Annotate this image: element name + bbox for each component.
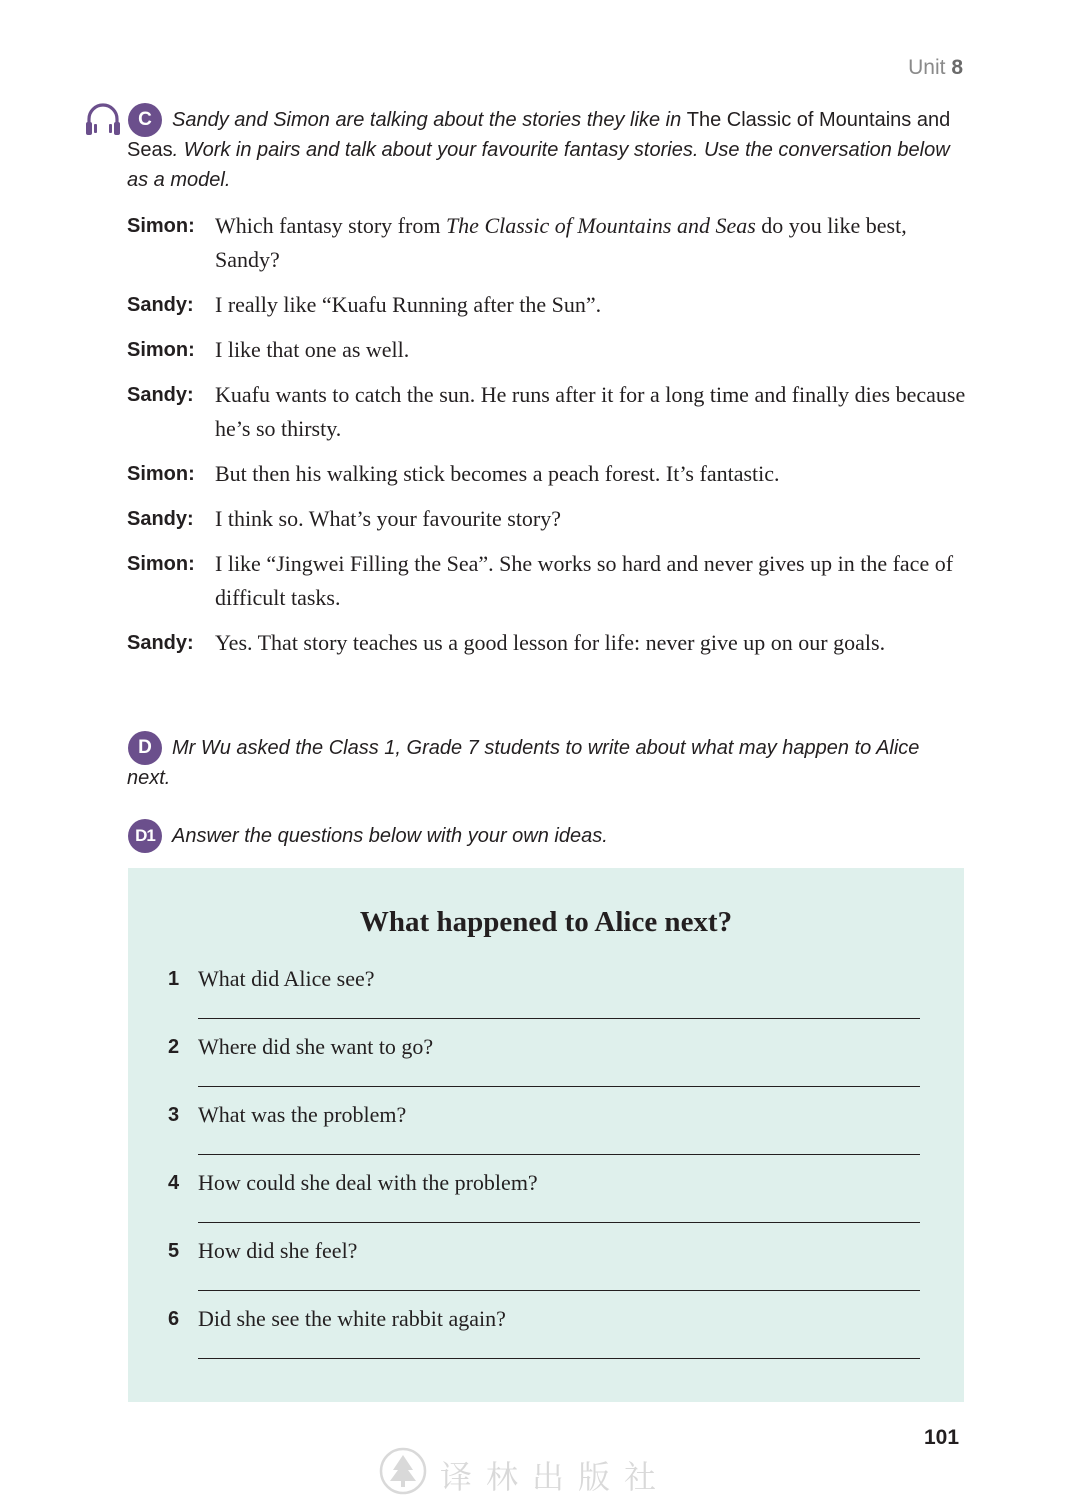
answer-line[interactable] — [198, 1018, 920, 1019]
instr-d-text: Mr Wu asked the Class 1, Grade 7 students to write about what may happen to Alice next. — [127, 737, 920, 789]
section-d-badge: D — [128, 731, 162, 765]
section-c-instruction — [127, 105, 967, 195]
speaker-name: Sandy: — [127, 294, 194, 316]
dialogue-line — [127, 288, 967, 322]
speech-book-title: The Classic of Mountains and Seas — [445, 213, 756, 238]
dialogue-line — [127, 502, 967, 536]
instr-c-part1: Sandy and Simon are talking about the stories they like in — [172, 109, 687, 131]
answer-line[interactable] — [198, 1154, 920, 1155]
speech-text: I like that one as well. — [215, 337, 410, 362]
speech-part: do you like best, Sandy? — [215, 213, 907, 272]
section-d-instruction — [127, 733, 967, 793]
dialogue-line — [127, 547, 967, 615]
speech-text: Kuafu wants to catch the sun. He runs after it for a long time and finally dies because he’s so thirsty. — [215, 382, 966, 441]
question-text: What did Alice see? — [198, 966, 375, 991]
question-number: 2 — [168, 1036, 180, 1058]
unit-header — [908, 56, 963, 80]
section-c-badge: C — [128, 103, 162, 137]
question-text: Where did she want to go? — [198, 1034, 434, 1059]
speech-text: I think so. What’s your favourite story? — [215, 506, 562, 531]
speaker-name: Sandy: — [127, 632, 194, 654]
instr-d1-text: Answer the questions below with your own ideas. — [172, 825, 608, 847]
dialogue-line — [127, 209, 967, 277]
answer-line[interactable] — [198, 1358, 920, 1359]
speaker-name: Simon: — [127, 553, 195, 575]
speaker-name: Simon: — [127, 463, 195, 485]
question-number: 1 — [168, 968, 180, 990]
question-text: Did she see the white rabbit again? — [198, 1306, 506, 1331]
speech-text: I really like “Kuafu Running after the Sun”. — [215, 292, 602, 317]
question-box — [128, 868, 964, 1402]
dialogue-line — [127, 378, 967, 446]
speech-text: But then his walking stick becomes a peach forest. It’s fantastic. — [215, 461, 780, 486]
answer-line[interactable] — [198, 1290, 920, 1291]
section-d1-instruction — [127, 821, 967, 851]
publisher-logo-icon — [378, 1446, 428, 1496]
instr-c-part2: . Work in pairs and talk about your favourite fantasy stories. Use the conversation below as a model. — [127, 139, 950, 191]
question-number: 3 — [168, 1104, 180, 1126]
dialogue-line — [127, 626, 967, 660]
answer-line[interactable] — [198, 1086, 920, 1087]
speaker-name: Simon: — [127, 339, 195, 361]
instr-c-book-title: The Classic of Mountains and Seas — [127, 109, 951, 161]
question-text: How could she deal with the problem? — [198, 1170, 538, 1195]
answer-line[interactable] — [198, 1222, 920, 1223]
question-number: 5 — [168, 1240, 180, 1262]
headphones-icon — [84, 102, 122, 138]
dialogue-line — [127, 457, 967, 491]
publisher-watermark — [378, 1446, 708, 1496]
question-text: How did she feel? — [198, 1238, 358, 1263]
unit-number: 8 — [951, 56, 963, 79]
speaker-name: Sandy: — [127, 508, 194, 530]
question-box-title: What happened to Alice next? — [359, 906, 733, 938]
dialogue — [127, 209, 967, 671]
question-number: 4 — [168, 1172, 180, 1194]
speech-text: Yes. That story teaches us a good lesson for life: never give up on our goals. — [215, 630, 886, 655]
speech-text — [215, 209, 967, 277]
publisher-name: 译林出版社 — [440, 1458, 671, 1496]
unit-label: Unit — [908, 56, 946, 79]
page-number: 101 — [924, 1426, 960, 1449]
speech-part: Which fantasy story from — [215, 213, 446, 238]
speaker-name: Sandy: — [127, 384, 194, 406]
speaker-name: Simon: — [127, 215, 195, 237]
section-d1-badge: D1 — [128, 819, 162, 853]
dialogue-line — [127, 333, 967, 367]
question-text: What was the problem? — [198, 1102, 407, 1127]
question-number: 6 — [168, 1308, 180, 1330]
speech-text: I like “Jingwei Filling the Sea”. She works so hard and never gives up in the face of difficult tasks. — [215, 551, 954, 610]
